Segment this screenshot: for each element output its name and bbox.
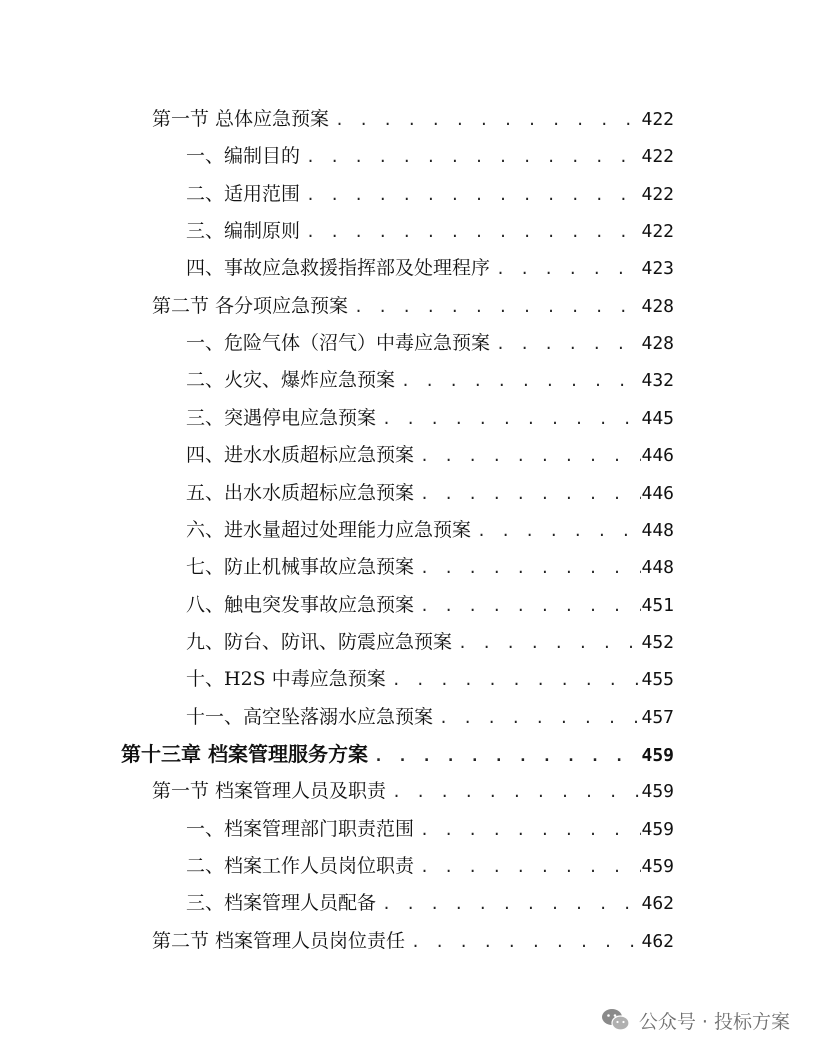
toc-dot-leader [300,139,641,176]
watermark [601,1004,790,1036]
toc-page-number: 423 [641,258,674,280]
toc-dot-leader [368,738,642,775]
toc-entry-title: 一、档案管理部门职责范围 [186,817,415,840]
toc-page-number: 457 [641,706,674,728]
toc-page-number: 459 [641,781,674,803]
toc-page-number: 448 [641,519,674,541]
toc-dot-leader [300,177,641,214]
toc-entry-title: 十一、高空坠落溺水应急预案 [186,705,434,728]
toc-entry-title: 九、防台、防讯、防震应急预案 [186,630,453,653]
toc-dot-leader [414,588,641,625]
toc-dot-leader [348,289,641,326]
toc-page-number: 448 [641,557,674,579]
toc-dot-leader [414,849,641,886]
toc-entry[interactable] [186,885,674,922]
toc-page-number: 446 [641,445,674,467]
toc-entry-title: 第二节 各分项应急预案 [152,294,349,317]
toc-entry-title: 二、档案工作人员岗位职责 [186,855,415,877]
toc-entry[interactable] [186,699,674,736]
toc-entry[interactable] [152,923,674,960]
toc-entry-title: 第十三章 档案管理服务方案 [121,741,368,766]
toc-dot-leader [471,513,641,550]
toc-entry[interactable] [186,587,674,624]
toc-page-number: 428 [641,295,674,317]
toc-dot-leader [414,438,641,475]
toc-page-number: 459 [641,744,674,766]
toc-page-number: 462 [641,930,674,952]
toc-entry-title: 四、进水水质超标应急预案 [186,444,415,467]
toc-dot-leader [405,924,641,961]
toc-page-number: 459 [641,856,674,877]
toc-entry-title: 一、危险气体（沼气）中毒应急预案 [186,332,491,355]
toc-entry-title: 二、火灾、爆炸应急预案 [186,369,396,392]
toc-entry-title: 二、适用范围 [186,182,301,205]
toc-entry-title: 三、档案管理人员配备 [186,892,377,915]
toc-entry[interactable] [186,848,674,885]
toc-page-number: 445 [641,407,674,429]
toc-entry[interactable] [152,101,674,138]
toc-entry[interactable] [186,176,674,213]
toc-dot-leader [414,476,641,513]
toc-entry-title: 五、出水水质超标应急预案 [186,481,415,504]
toc-dot-leader [490,251,641,288]
toc-entry-title: 一、编制目的 [186,145,301,168]
toc-entry[interactable] [152,288,674,325]
toc-page-number: 428 [641,333,674,355]
toc-page-number: 459 [641,818,674,840]
toc-dot-leader [395,363,641,400]
toc-entry-title: 七、防止机械事故应急预案 [186,556,415,579]
toc-page-number: 452 [641,631,674,653]
wechat-icon [601,1007,631,1033]
toc-dot-leader [376,401,641,438]
toc-dot-leader [386,774,641,811]
toc-entry[interactable] [186,512,674,549]
toc-entry[interactable] [186,213,674,250]
toc-dot-leader [414,812,641,849]
toc-entry[interactable] [186,250,674,287]
toc-page-number: 451 [641,594,674,616]
toc-dot-leader [386,662,642,699]
toc-page-number: 422 [641,183,674,205]
toc-page-number: 432 [641,370,674,392]
toc-entry[interactable] [186,475,674,512]
toc-dot-leader [376,886,641,923]
toc-page-number: 462 [641,893,674,915]
toc-page-number: 422 [641,146,674,168]
toc-page-number: 455 [641,669,674,691]
toc-entry[interactable] [186,811,674,848]
toc-entry-title: 十、H2S 中毒应急预案 [186,668,386,691]
toc-dot-leader [414,550,641,587]
toc-entry[interactable] [186,325,674,362]
toc-entry-title: 第二节 档案管理人员岗位责任 [152,929,406,952]
toc-page-number: 422 [641,109,674,130]
toc-entry[interactable] [121,736,674,773]
toc-entry-title: 八、触电突发事故应急预案 [186,593,415,616]
toc-dot-leader [433,700,641,737]
toc-entry[interactable] [186,138,674,175]
toc-entry[interactable] [186,549,674,586]
toc-dot-leader [300,214,641,251]
toc-entry[interactable] [152,773,674,810]
toc-entry-title: 第一节 档案管理人员及职责 [152,780,387,803]
toc-entry-title: 三、突遇停电应急预案 [186,406,377,429]
toc-entry-title: 第一节 总体应急预案 [152,108,330,130]
watermark-text: 公众号 · 投标方案 [638,1010,790,1033]
toc-entry-title: 四、事故应急救援指挥部及处理程序 [186,257,491,280]
toc-entry[interactable] [186,400,674,437]
toc-entry[interactable] [186,437,674,474]
toc-page-number: 422 [641,221,674,243]
toc-entry-title: 三、编制原则 [186,220,301,243]
toc-dot-leader [452,625,641,662]
toc-dot-leader [329,102,641,139]
toc-dot-leader [490,326,641,363]
toc-page-number: 446 [641,482,674,504]
toc-entry[interactable] [186,362,674,399]
toc-entry-title: 六、进水量超过处理能力应急预案 [186,518,472,541]
toc-entry[interactable] [186,624,674,661]
toc-entry[interactable] [186,661,674,698]
